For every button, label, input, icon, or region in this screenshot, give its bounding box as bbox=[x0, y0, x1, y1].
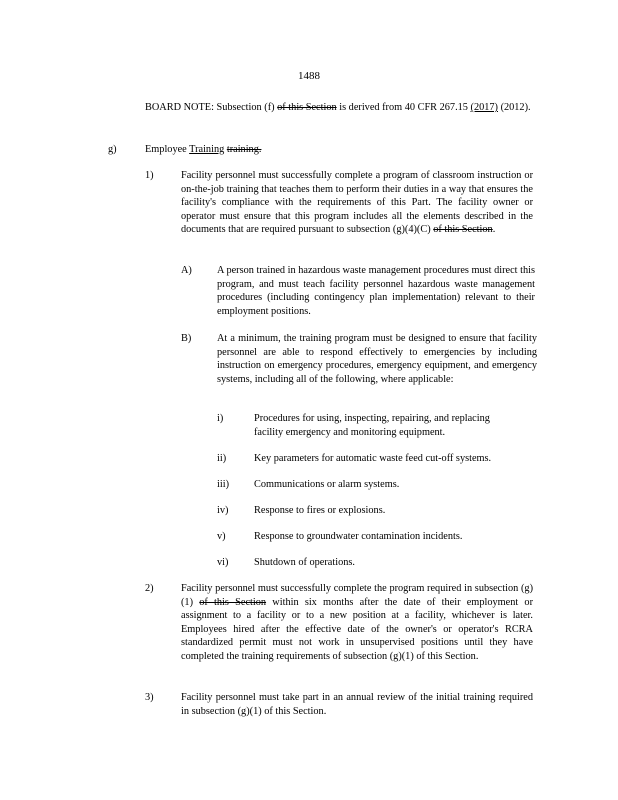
subitem-v-text: Response to groundwater contamination incidents. bbox=[254, 531, 463, 542]
item-2-text bbox=[181, 582, 533, 663]
subitem-i-text: Procedures for using, inspecting, repairing, and replacing facility emergency and monitoring equipment. bbox=[254, 413, 490, 438]
section-g-title bbox=[145, 143, 261, 157]
item-a-text: A person trained in hazardous waste management procedures must direct this program, and must teach facility personnel hazardous waste management procedures (including contingency plan implementation) relevant to their employment positions. bbox=[217, 265, 535, 317]
item-2-marker: 2) bbox=[145, 583, 154, 594]
item-3-text: Facility personnel must take part in an annual review of the initial training required in subsection (g)(1) of this Section. bbox=[181, 692, 533, 717]
board-note-text-after: is derived from 40 CFR 267.15 bbox=[339, 102, 468, 113]
subitem-ii-text: Key parameters for automatic waste feed cut-off systems. bbox=[254, 453, 492, 464]
subitem-vi-marker: vi) bbox=[217, 557, 229, 568]
subitem-iii-marker: iii) bbox=[217, 479, 230, 490]
item-1-body: Facility personnel must successfully complete a program of classroom instruction or on-the-job training that teaches them to perform their duties in a way that ensures the facility's compliance with the requirements of this Part. The facility owner or operator must ensure that this program includes all the elements described in the documents that are required pursuant to subsection (g)(4)(C) bbox=[181, 170, 533, 235]
subitem-iv-text: Response to fires or explosions. bbox=[254, 505, 386, 516]
board-note-label: BOARD NOTE: bbox=[145, 102, 214, 113]
board-note-end: (2012). bbox=[500, 102, 531, 113]
item-3-marker: 3) bbox=[145, 692, 154, 703]
item-b-marker: B) bbox=[181, 333, 192, 344]
section-g-marker: g) bbox=[108, 144, 117, 155]
subitem-ii-marker: ii) bbox=[217, 453, 227, 464]
section-g-title-inserted: Training bbox=[189, 144, 225, 155]
section-g-title-after: training. bbox=[226, 144, 262, 155]
page-number: 1488 bbox=[298, 70, 320, 82]
subitem-i-marker: i) bbox=[217, 413, 224, 424]
board-note bbox=[145, 101, 533, 115]
item-b-text: At a minimum, the training program must be designed to ensure that facility personnel are able to respond effectively to emergencies by including instruction on emergency procedures, emergency equipment, and emergency systems, including all of the following, where applicable: bbox=[217, 333, 537, 385]
item-1-end: . bbox=[492, 224, 496, 235]
subitem-vi-text: Shutdown of operations. bbox=[254, 557, 355, 568]
item-1-struck: of this Section bbox=[433, 224, 493, 235]
subitem-v-marker: v) bbox=[217, 531, 226, 542]
item-2-body-before: Facility personnel must successfully complete the program required in subsection (g)(1) bbox=[181, 583, 533, 608]
item-2-struck: of this Section bbox=[199, 596, 267, 608]
subitem-iv-marker: iv) bbox=[217, 505, 229, 516]
board-note-inserted-year: (2017) bbox=[470, 102, 498, 113]
board-note-struck: of this Section bbox=[277, 102, 337, 113]
item-a-marker: A) bbox=[181, 265, 192, 276]
item-1-text bbox=[181, 169, 533, 237]
board-note-text: Subsection (f) bbox=[216, 102, 275, 113]
item-1-marker: 1) bbox=[145, 170, 154, 181]
subitem-iii-text: Communications or alarm systems. bbox=[254, 479, 400, 490]
section-g-title-before: Employee bbox=[145, 144, 187, 155]
item-2-body-after: within six months after the date of their employment or assignment to a facility or to a new position at a facility, whichever is later. Employees hired after the effective date of the owner's or operator's RCRA standardized permit must not work in unsupervised positions until they have completed the training requirements of subsection (g)(1) of this Section. bbox=[181, 596, 534, 662]
